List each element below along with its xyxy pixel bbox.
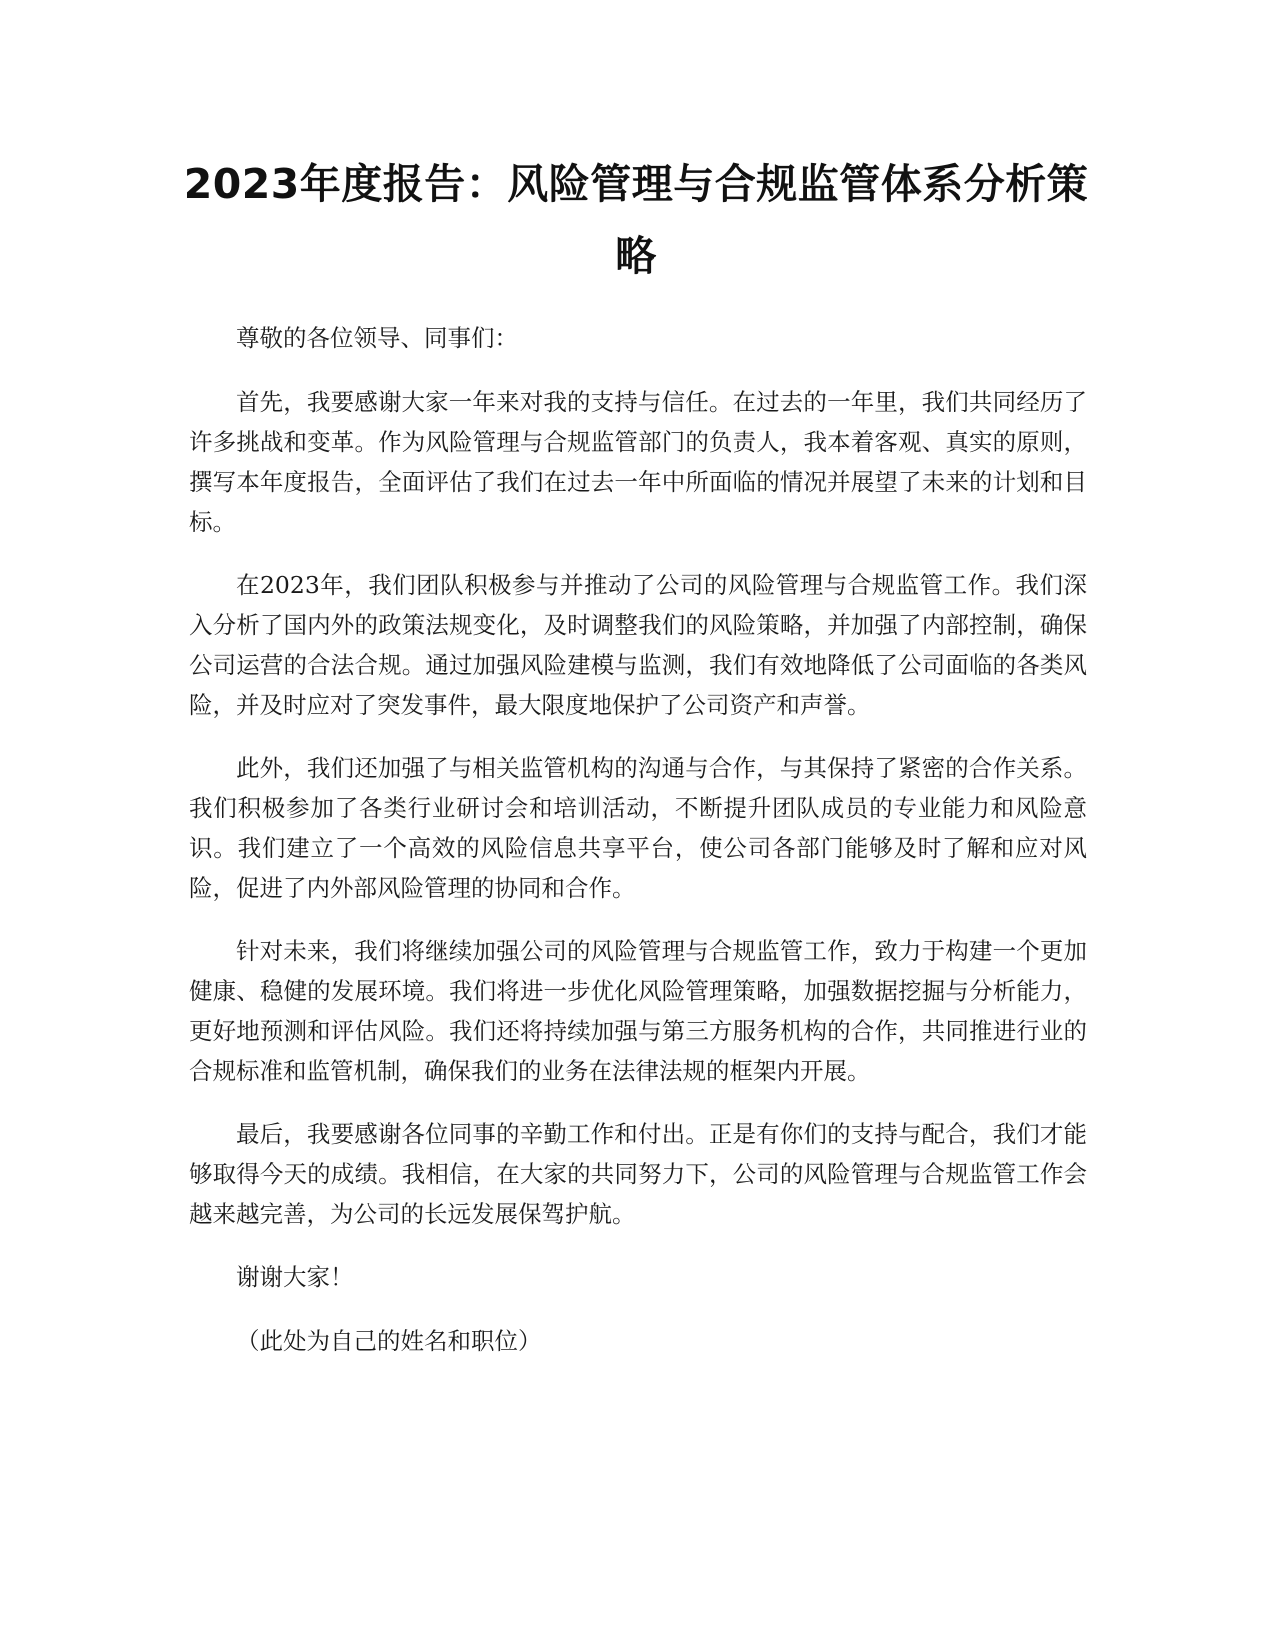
document-title: 2023年度报告：风险管理与合规监管体系分析策略 bbox=[183, 160, 1089, 280]
paragraph-thanks: 最后，我要感谢各位同事的辛勤工作和付出。正是有你们的支持与配合，我们才能够取得今天的成绩。我相信，在大家的共同努力下，公司的风险管理与合规监管工作会越来越完善，为公司的长远发展保驾护航。 bbox=[189, 1120, 1087, 1228]
paragraph-2023-work: 在2023年，我们团队积极参与并推动了公司的风险管理与合规监管工作。我们深入分析了国内外的政策法规变化，及时调整我们的风险策略，并加强了内部控制，确保公司运营的合法合规。通过加强风险建模与监测，我们有效地降低了公司面临的各类风险，并及时应对了突发事件，最大限度地保护了公司资产和声誉。 bbox=[189, 571, 1087, 719]
paragraph-cooperation: 此外，我们还加强了与相关监管机构的沟通与合作，与其保持了紧密的合作关系。我们积极参加了各类行业研讨会和培训活动，不断提升团队成员的专业能力和风险意识。我们建立了一个高效的风险信息共享平台，使公司各部门能够及时了解和应对风险，促进了内外部风险管理的协同和合作。 bbox=[189, 754, 1087, 902]
paragraph-gratitude: 首先，我要感谢大家一年来对我的支持与信任。在过去的一年里，我们共同经历了许多挑战和变革。作为风险管理与合规监管部门的负责人，我本着客观、真实的原则，撰写本年度报告，全面评估了我们在过去一年中所面临的情况并展望了未来的计划和目标。 bbox=[189, 388, 1087, 536]
paragraph-future: 针对未来，我们将继续加强公司的风险管理与合规监管工作，致力于构建一个更加健康、稳健的发展环境。我们将进一步优化风险管理策略，加强数据挖掘与分析能力，更好地预测和评估风险。我们还将持续加强与第三方服务机构的合作，共同推进行业的合规标准和监管机制，确保我们的业务在法律法规的框架内开展。 bbox=[189, 937, 1087, 1085]
closing: 谢谢大家！ bbox=[236, 1263, 354, 1291]
signature-note: （此处为自己的姓名和职位） bbox=[236, 1327, 542, 1355]
greeting: 尊敬的各位领导、同事们： bbox=[236, 324, 518, 352]
document-body bbox=[189, 318, 1087, 1385]
